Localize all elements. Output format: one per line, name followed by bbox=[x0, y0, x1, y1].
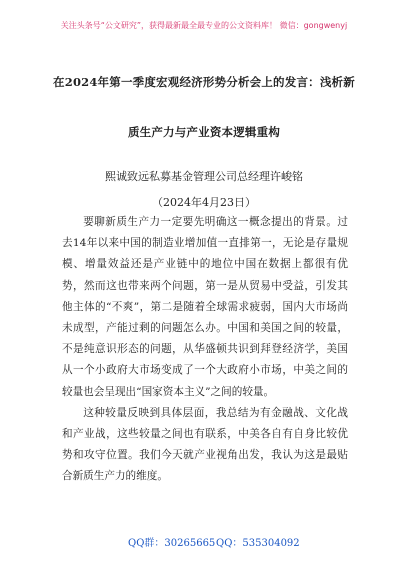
document-title-line-1: 在2024年第一季度宏观经济形势分析会上的发言：浅析新 bbox=[53, 75, 355, 89]
document-title-line-2: 质生产力与产业资本逻辑重构 bbox=[127, 125, 281, 139]
qq-number: QQ：535304092 bbox=[216, 538, 300, 549]
qq-group-number: QQ群：30265665 bbox=[128, 538, 216, 549]
header-banner: 关注头条号“公文研究”，获得最新最全最专业的公文资料库！ 微信：gongwenyj bbox=[60, 21, 348, 30]
document-body bbox=[62, 212, 348, 488]
date-line: （2024年4月23日） bbox=[152, 196, 256, 209]
author-line: 熙诚致远私募基金管理公司总经理许峻铭 bbox=[105, 170, 303, 183]
footer bbox=[0, 534, 408, 550]
paragraph: 这种较量反映到具体层面，我总结为有金融战、文化战和产业战，这些较量之间也有联系，中美各自有自身比较优势和攻守位置。我们今天就产业视角出发，我认为这是最贴合新质生产力的维度。 bbox=[62, 406, 348, 483]
paragraph: 要聊新质生产力一定要先明确这一概念提出的背景。过去14年以来中国的制造业增加值一直排第一，无论是存量规模、增量效益还是产业链中的地位中国在数据上都很有优势，然而这也带来两个问题，第一是从贸易中受益，引发其他主体的“不爽”，第二是随着全球需求疲弱，国内大市场尚未成型，产能过剩的问题怎么办。中国和美国之间的较量，不是纯意识形态的问题，从华盛顿共识到拜登经济学，美国从一个小政府大市场变成了一个大政府小市场，中美之间的较量也会呈现出“国家资本主义”之间的较量。 bbox=[62, 216, 348, 398]
